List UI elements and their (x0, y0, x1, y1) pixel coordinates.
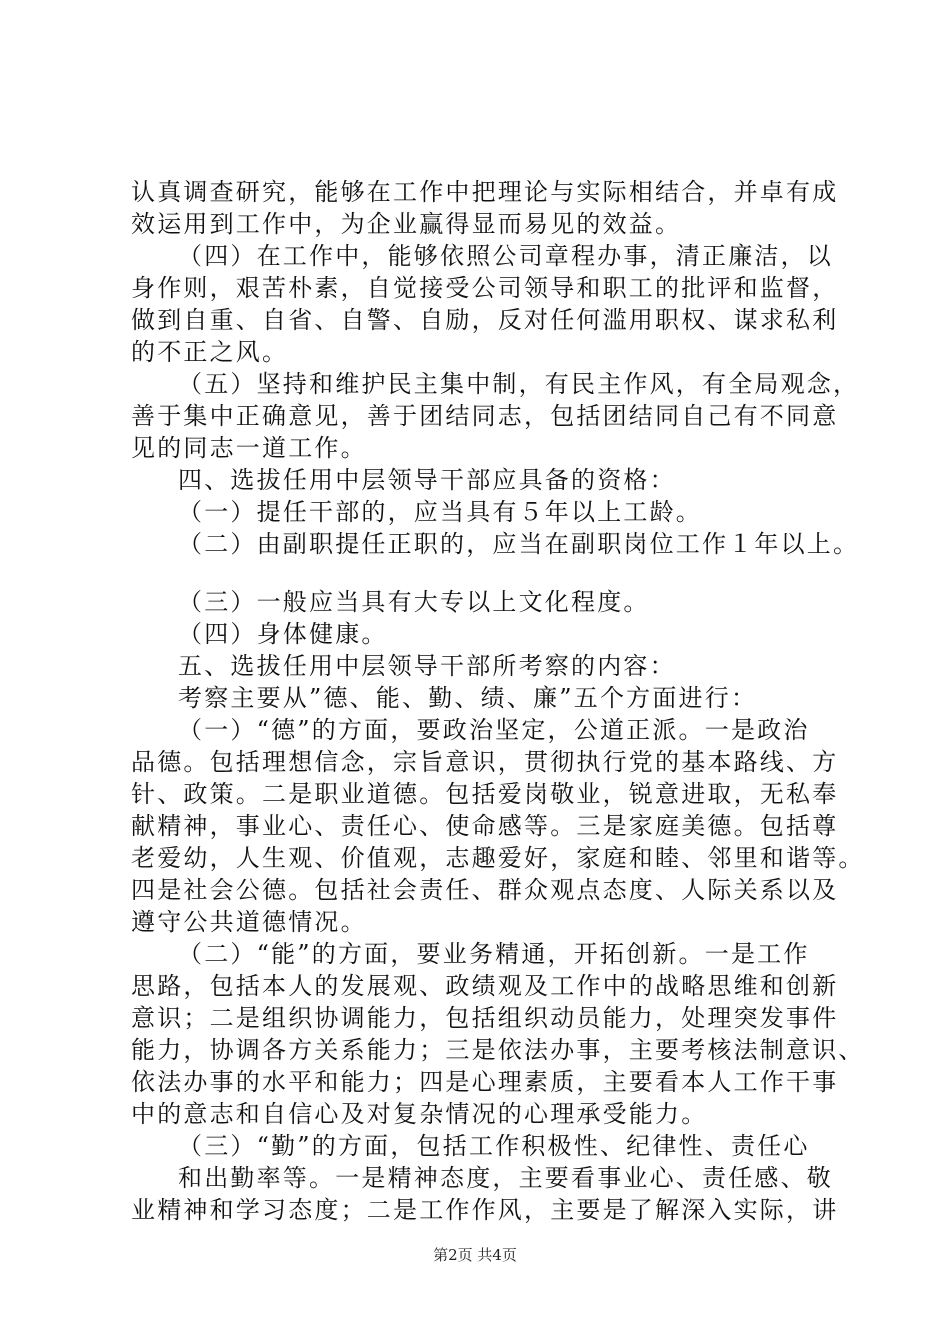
text-line: 针、政策。二是职业道德。包括爱岗敬业，锐意进取，无私奉 (131, 780, 839, 808)
text-line: （一）“德”的方面，要政治坚定，公道正派。一是政治 (178, 716, 810, 744)
text-line: 的不正之风。 (131, 338, 289, 366)
text-line: 中的意志和自信心及对复杂情况的心理承受能力。 (131, 1100, 708, 1128)
text-line: 做到自重、自省、自警、自励，反对任何滥用职权、谋求私利 (131, 306, 839, 334)
text-line: 意识；二是组织协调能力，包括组织动员能力，处理突发事件 (131, 1004, 839, 1032)
section-heading: 四、选拔任用中层领导干部应具备的资格： (178, 466, 676, 494)
text-line: 身作则，艰苦朴素，自觉接受公司领导和职工的批评和监督， (131, 274, 839, 302)
text-line: （三）“勤”的方面，包括工作积极性、纪律性、责任心 (178, 1132, 810, 1160)
text-line: （二）由副职提任正职的，应当在副职岗位工作１年以上。 (178, 530, 860, 558)
text-line: 献精神，事业心、责任心、使命感等。三是家庭美德。包括尊 (131, 812, 839, 840)
page-footer: 第2页 共4页 (433, 1246, 517, 1264)
text-line: （一）提任干部的，应当具有５年以上工龄。 (178, 498, 702, 526)
text-line: 四是社会公德。包括社会责任、群众观点态度、人际关系以及 (131, 876, 839, 904)
text-line: 善于集中正确意见，善于团结同志，包括团结同自己有不同意 (131, 402, 839, 430)
text-line: （五）坚持和维护民主集中制，有民主作风，有全局观念， (178, 370, 860, 398)
text-line: （二）“能”的方面，要业务精通，开拓创新。一是工作 (178, 940, 810, 968)
text-line: 能力，协调各方关系能力；三是依法办事，主要考核法制意识、 (131, 1036, 865, 1064)
section-heading: 五、选拔任用中层领导干部所考察的内容： (178, 652, 676, 680)
text-line: 遵守公共道德情况。 (131, 908, 367, 936)
text-line: 依法办事的水平和能力；四是心理素质，主要看本人工作干事 (131, 1068, 839, 1096)
text-line: 认真调查研究，能够在工作中把理论与实际相结合，并卓有成 (131, 178, 839, 206)
text-line: 品德。包括理想信念，宗旨意识，贯彻执行党的基本路线、方 (131, 748, 839, 776)
text-line: 见的同志一道工作。 (131, 434, 367, 462)
text-line: 老爱幼，人生观、价值观，志趣爱好，家庭和睦、邻里和谐等。 (131, 844, 865, 872)
text-line: 业精神和学习态度；二是工作作风，主要是了解深入实际，讲 (131, 1196, 839, 1224)
text-line: （四）在工作中，能够依照公司章程办事，清正廉洁，以 (178, 242, 833, 270)
text-line: 效运用到工作中，为企业赢得显而易见的效益。 (131, 210, 682, 238)
text-line: （三）一般应当具有大专以上文化程度。 (178, 588, 650, 616)
text-line: 思路，包括本人的发展观、政绩观及工作中的战略思维和创新 (131, 972, 839, 1000)
text-line: （四）身体健康。 (178, 620, 388, 648)
text-line: 和出勤率等。一是精神态度，主要看事业心、责任感、敬 (178, 1164, 833, 1192)
text-line: 考察主要从”德、能、勤、绩、廉”五个方面进行： (178, 684, 758, 712)
